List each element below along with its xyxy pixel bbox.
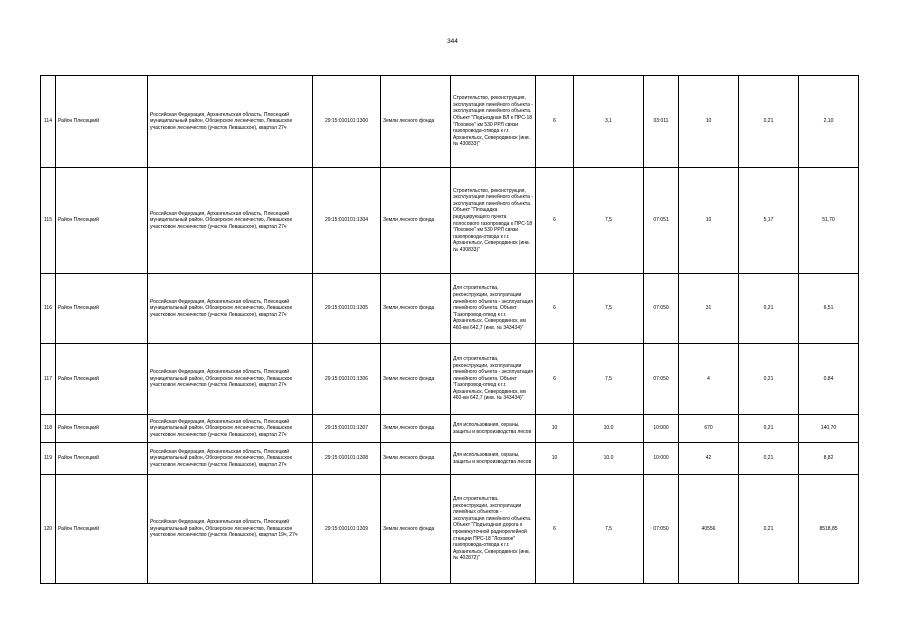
col7-cell: 10 xyxy=(536,443,574,475)
district-cell: Район Плесецкий xyxy=(56,475,148,584)
district-cell: Район Плесецкий xyxy=(56,274,148,344)
col12-cell: 2,10 xyxy=(799,76,859,168)
col11-cell: 0,21 xyxy=(739,443,799,475)
land-category-cell: Земли лесного фонда xyxy=(381,475,451,584)
col11-cell: 5,17 xyxy=(739,168,799,274)
col11-cell: 0,21 xyxy=(739,415,799,443)
col12-cell: 6,51 xyxy=(799,274,859,344)
address-cell: Российская Федерация, Архангельская область, Плесецкий муниципальный район, Обозерское лесничество, Левашское участковое лесничество (участок Левашское), квартал 27ч xyxy=(148,415,313,443)
col7-cell: 6 xyxy=(536,76,574,168)
col12-cell: 51,70 xyxy=(799,168,859,274)
land-category-cell: Земли лесного фонда xyxy=(381,443,451,475)
col9-cell: 03:011 xyxy=(644,76,679,168)
cadastral-number-cell: 29:15:010101:1304 xyxy=(313,168,381,274)
col8-cell: 7,5 xyxy=(574,344,644,415)
row-number: 118 xyxy=(41,415,56,443)
purpose-cell: Для строительства, реконструкции, эксплуатации линейных объектов - эксплуатация линейного объекта. Объект "Подъездная дорога к промежуточной радиорелейной станции ПРС-18 "Лоховое" газопровода-отвода к г.г. Архангельск, Северодвинск (инв. № 402872)" xyxy=(451,475,536,584)
col7-cell: 6 xyxy=(536,475,574,584)
address-cell: Российская Федерация, Архангельская область, Плесецкий муниципальный район, Обозерское лесничество, Левашское участковое лесничество (участок Левашское), квартал 19ч, 27ч xyxy=(148,475,313,584)
col8-cell: 7,5 xyxy=(574,475,644,584)
table-row xyxy=(41,168,859,274)
purpose-cell: Строительство, реконструкция, эксплуатация линейного объекта - эксплуатация линейного объекта. Объект "Подъездная ВЛ к ПРС-18 "Лоховое" км 530 РРЛ связи газопровода-отвода к г.г. Архангельск, Северодвинск (инв. № 430833)" xyxy=(451,76,536,168)
district-cell: Район Плесецкий xyxy=(56,415,148,443)
address-cell: Российская Федерация, Архангельская область, Плесецкий муниципальный район, Обозерское лесничество, Левашское участковое лесничество (участок Левашское), квартал 27ч xyxy=(148,443,313,475)
col9-cell: 07:050 xyxy=(644,344,679,415)
col10-cell: 670 xyxy=(679,415,739,443)
page-number: 344 xyxy=(447,38,458,45)
land-category-cell: Земли лесного фонда xyxy=(381,168,451,274)
col9-cell: 10:000 xyxy=(644,415,679,443)
cadastral-number-cell: 29:15:010101:1307 xyxy=(313,415,381,443)
row-number: 116 xyxy=(41,274,56,344)
land-plots-table xyxy=(40,75,859,584)
district-cell: Район Плесецкий xyxy=(56,76,148,168)
table-body xyxy=(41,76,859,584)
land-category-cell: Земли лесного фонда xyxy=(381,274,451,344)
table-row xyxy=(41,475,859,584)
district-cell: Район Плесецкий xyxy=(56,443,148,475)
table-row xyxy=(41,415,859,443)
col11-cell: 0,21 xyxy=(739,76,799,168)
cadastral-number-cell: 29:15:010101:1300 xyxy=(313,76,381,168)
purpose-cell: Для использования, охраны, защиты и воспроизводства лесов xyxy=(451,443,536,475)
col7-cell: 6 xyxy=(536,344,574,415)
address-cell: Российская Федерация, Архангельская область, Плесецкий муниципальный район, Обозерское лесничество, Левашское участковое лесничество (участок Левашское), квартал 27ч xyxy=(148,344,313,415)
district-cell: Район Плесецкий xyxy=(56,344,148,415)
col11-cell: 0,21 xyxy=(739,475,799,584)
col8-cell: 7,5 xyxy=(574,168,644,274)
col9-cell: 10:000 xyxy=(644,443,679,475)
col10-cell: 4 xyxy=(679,344,739,415)
col11-cell: 0,21 xyxy=(739,344,799,415)
land-category-cell: Земли лесного фонда xyxy=(381,76,451,168)
table-row xyxy=(41,274,859,344)
table-row xyxy=(41,76,859,168)
district-cell: Район Плесецкий xyxy=(56,168,148,274)
col9-cell: 07:050 xyxy=(644,274,679,344)
col8-cell: 7,5 xyxy=(574,274,644,344)
address-cell: Российская Федерация, Архангельская область, Плесецкий муниципальный район, Обозерское лесничество, Левашское участковое лесничество (участок Левашское), квартал 27ч xyxy=(148,168,313,274)
col7-cell: 6 xyxy=(536,168,574,274)
cadastral-number-cell: 29:15:010101:1305 xyxy=(313,274,381,344)
col7-cell: 6 xyxy=(536,274,574,344)
col12-cell: 8,82 xyxy=(799,443,859,475)
col10-cell: 31 xyxy=(679,274,739,344)
col10-cell: 10 xyxy=(679,168,739,274)
col10-cell: 40556 xyxy=(679,475,739,584)
col8-cell: 10.0 xyxy=(574,415,644,443)
land-category-cell: Земли лесного фонда xyxy=(381,415,451,443)
col9-cell: 07:050 xyxy=(644,475,679,584)
table-row xyxy=(41,443,859,475)
cadastral-number-cell: 29:15:010101:1308 xyxy=(313,443,381,475)
row-number: 114 xyxy=(41,76,56,168)
address-cell: Российская Федерация, Архангельская область, Плесецкий муниципальный район, Обозерское лесничество, Левашское участковое лесничество (участок Левашское), квартал 27ч xyxy=(148,274,313,344)
row-number: 117 xyxy=(41,344,56,415)
col12-cell: 140,70 xyxy=(799,415,859,443)
row-number: 119 xyxy=(41,443,56,475)
cadastral-number-cell: 29:15:010101:1309 xyxy=(313,475,381,584)
cadastral-number-cell: 29:15:010101:1306 xyxy=(313,344,381,415)
col9-cell: 07:051 xyxy=(644,168,679,274)
row-number: 115 xyxy=(41,168,56,274)
address-cell: Российская Федерация, Архангельская область, Плесецкий муниципальный район, Обозерское лесничество, Левашское участковое лесничество (участок Левашское), квартал 27ч xyxy=(148,76,313,168)
purpose-cell: Для строительства, реконструкции, эксплуатации линейного объекта - эксплуатация линейного объекта. Объект "Газопровод-отвод к г.г. Архангельск, Северодвинск, км 460-км 642,7 (инв. № 343434)" xyxy=(451,274,536,344)
purpose-cell: Для использования, охраны, защиты и воспроизводства лесов xyxy=(451,415,536,443)
land-category-cell: Земли лесного фонда xyxy=(381,344,451,415)
col12-cell: 8518,85 xyxy=(799,475,859,584)
table-row xyxy=(41,344,859,415)
purpose-cell: Строительство, реконструкция, эксплуатация линейного объекта - эксплуатация линейного объекта. Объект "Площадка редуцирующего пункта полосового газопровода к ПРС-18 "Лоховое" км 530 РРЛ связи газопровода-отвода к г.г. Архангельск, Северодвинск (инв. № 430833)" xyxy=(451,168,536,274)
purpose-cell: Для строительства, реконструкции, эксплуатации линейного объекта - эксплуатация линейного объекта. Объект "Газопровод-отвод к г.г. Архангельск, Северодвинск, км 460-км 642,7 (инв. № 343434)" xyxy=(451,344,536,415)
col7-cell: 10 xyxy=(536,415,574,443)
row-number: 120 xyxy=(41,475,56,584)
col10-cell: 42 xyxy=(679,443,739,475)
col8-cell: 3,1 xyxy=(574,76,644,168)
col10-cell: 10 xyxy=(679,76,739,168)
col11-cell: 0,21 xyxy=(739,274,799,344)
col8-cell: 10.0 xyxy=(574,443,644,475)
col12-cell: 0,84 xyxy=(799,344,859,415)
